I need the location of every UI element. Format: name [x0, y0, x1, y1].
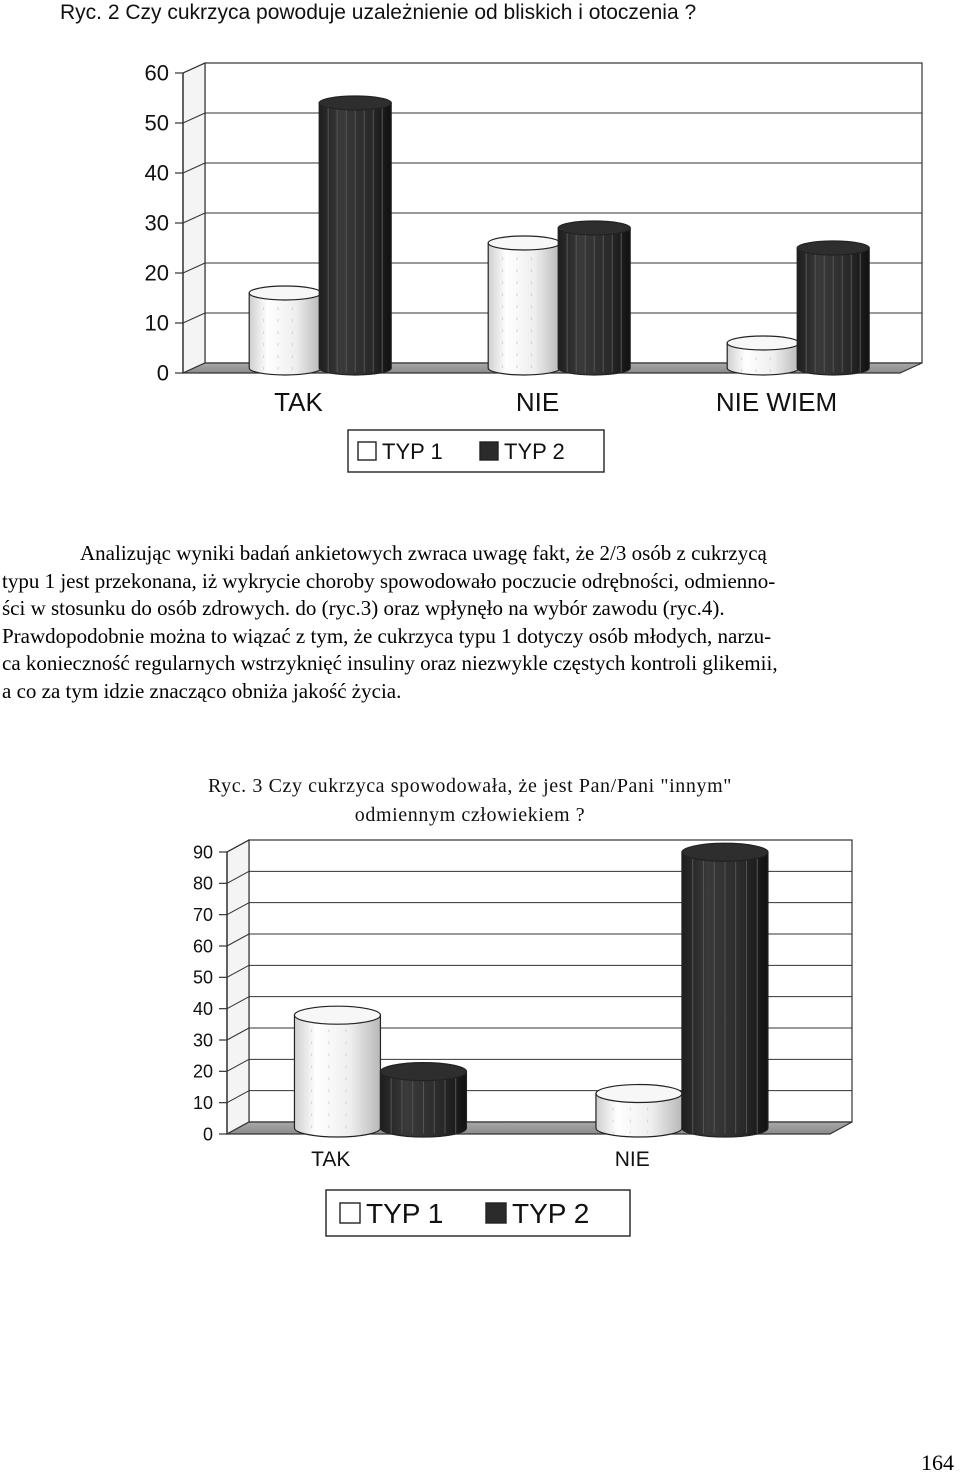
paragraph-line: ca konieczność regularnych wstrzyknięć insuliny oraz niezwykle częstych kontroli glikemii,: [2, 651, 778, 675]
y-tick-label: 10: [144, 310, 169, 336]
y-tick-label: 40: [192, 998, 213, 1019]
chart-side-wall: [227, 840, 249, 1134]
paragraph-line: a co za tym idzie znacząco obniża jakość życia.: [2, 678, 402, 703]
legend-swatch-typ-1: [340, 1203, 360, 1223]
page-number: 164: [921, 1450, 954, 1475]
figure-1-title: Ryc. 2 Czy cukrzyca powoduje uzależnienie od bliskich i otoczenia ?: [60, 1, 697, 24]
bar-typ-1-nie: [488, 236, 560, 375]
y-tick-label: 60: [144, 60, 169, 86]
paragraph-line: Analizując wyniki badań ankietowych zwraca uwagę fakt, że 2/3 osób z cukrzycą: [80, 541, 767, 565]
y-tick-label: 80: [192, 873, 213, 894]
paragraph-line: ści w stosunku do osób zdrowych. do (ryc.3) oraz wpłynęło na wybór zawodu (ryc.4).: [2, 596, 725, 620]
figure-2-title: [90, 772, 850, 830]
legend-label: TYP 1: [382, 438, 443, 464]
paragraph-line: typu 1 jest przekonana, iż wykrycie choroby spowodowało poczucie odrębności, odmienno-: [2, 568, 776, 593]
chart-legend: [326, 1190, 630, 1236]
y-tick-label: 60: [192, 936, 213, 957]
bar-typ-1-nie: [596, 1085, 682, 1137]
bar-typ-2-nie: [682, 843, 768, 1137]
y-tick-label: 40: [144, 160, 169, 186]
y-tick-label: 70: [192, 904, 213, 925]
y-tick-label: 20: [144, 260, 169, 286]
chart-1: [0, 30, 960, 480]
chart-legend: [348, 430, 604, 472]
y-tick-label: 10: [192, 1092, 213, 1113]
y-tick-label: 20: [192, 1061, 213, 1082]
legend-label: TYP 2: [504, 438, 565, 464]
figure-2-title-line: Ryc. 3 Czy cukrzyca spowodowała, że jest Pan/Pani "innym": [207, 775, 733, 797]
figure-2-title-line: odmiennym człowiekiem ?: [354, 804, 586, 826]
y-tick-label: 30: [192, 1030, 213, 1051]
x-category-label: TAK: [274, 387, 323, 417]
bar-typ-2-tak: [319, 96, 391, 375]
y-tick-label: 30: [144, 210, 169, 236]
body-paragraph: [2, 540, 958, 705]
paragraph-line: Prawdopodobnie można to wiązać z tym, że cukrzyca typu 1 dotyczy osób młodych, narzu-: [2, 623, 772, 648]
bar-typ-2-nie: [558, 221, 630, 375]
legend-swatch-typ-2: [486, 1203, 506, 1223]
x-category-label: NIE: [515, 387, 560, 417]
legend-swatch-typ-2: [480, 442, 498, 460]
bar-typ-1-nie-wiem: [727, 336, 799, 375]
y-tick-label: 50: [192, 967, 213, 988]
bar-typ-1-tak: [294, 1006, 380, 1137]
x-category-label: NIE: [614, 1148, 650, 1171]
chart-2: [0, 830, 960, 1250]
bar-typ-1-tak: [249, 286, 321, 375]
x-category-label: NIE WIEM: [715, 387, 838, 417]
x-category-label: TAK: [311, 1148, 351, 1171]
y-tick-label: 90: [192, 842, 213, 863]
legend-label: TYP 1: [366, 1198, 444, 1230]
y-tick-label: 0: [156, 360, 169, 386]
bar-typ-2-tak: [380, 1063, 466, 1137]
legend-swatch-typ-1: [358, 442, 376, 460]
y-tick-label: 50: [144, 110, 169, 136]
legend-label: TYP 2: [512, 1198, 590, 1230]
bar-typ-2-nie-wiem: [797, 241, 869, 375]
y-tick-label: 0: [202, 1124, 213, 1145]
